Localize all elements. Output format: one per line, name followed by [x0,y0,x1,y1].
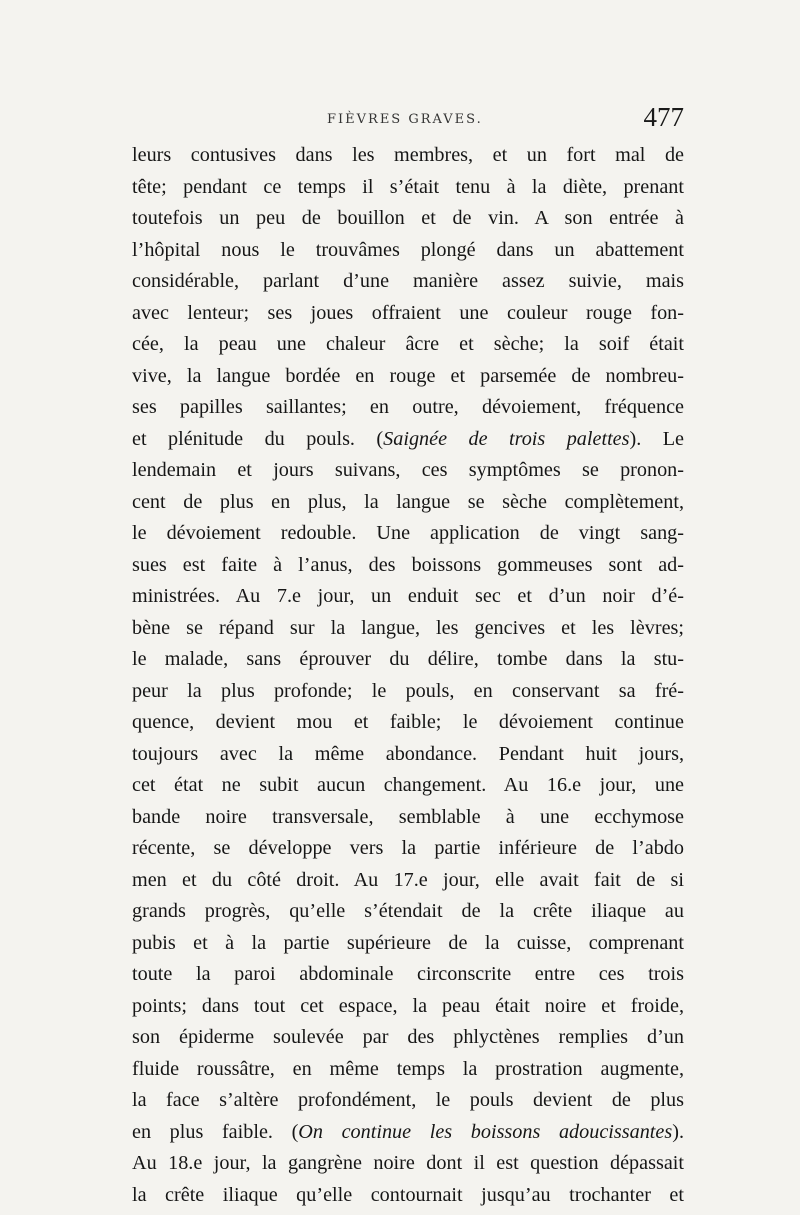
text-line: toute la paroi abdominale circonscrite entre ces trois [132,963,684,985]
text-line: et plénitude du pouls. (Saignée de trois palettes). Le [132,427,684,450]
text-line: grands progrès, qu’elle s’étendait de la crête iliaque au [132,900,684,922]
text-line: récente, se développe vers la partie inférieure de l’abdo [132,837,684,859]
text-line: ministrées. Au 7.e jour, un enduit sec et d’un noir d’é- [132,585,684,607]
text-line: pubis et à la partie supérieure de la cuisse, comprenant [132,931,684,954]
text-line: le dévoiement redouble. Une application de vingt sang- [132,522,684,544]
text-line: bande noire transversale, semblable à une ecchymose [132,805,684,828]
text-line: leurs contusives dans les membres, et un fort mal de [132,144,684,166]
text-line: vive, la langue bordée en rouge et parsemée de nombreu- [132,364,684,387]
text-line: toutefois un peu de bouillon et de vin. A son entrée à [132,207,684,229]
text-line: cée, la peau une chaleur âcre et sèche; la soif était [132,333,684,355]
text-line: son épiderme soulevée par des phlyctènes remplies d’un [132,1026,684,1048]
italic-phrase: On continue les boissons adoucissantes [298,1120,673,1143]
text-line: quence, devient mou et faible; le dévoiement continue [132,711,684,733]
italic-phrase: Saignée de trois palettes [383,427,630,450]
text-line: toujours avec la même abondance. Pendant huit jours, [132,742,684,765]
text-line: ses papilles saillantes; en outre, dévoiement, fréquence [132,396,684,418]
text-line: considérable, parlant d’une manière assez suivie, mais [132,270,684,292]
running-title: FIÈVRES GRAVES. [327,112,483,127]
text-line: la crête iliaque qu’elle contournait jusqu’au trochanter et [132,1183,684,1206]
body-text [132,140,684,1206]
text-line: tête; pendant ce temps il s’était tenu à la diète, prenant [132,175,684,198]
text-line: peur la plus profonde; le pouls, en conservant sa fré- [132,679,684,702]
text-line: cet état ne subit aucun changement. Au 16.e jour, une [132,774,684,796]
page-number: 477 [643,102,684,132]
text-line: en plus faible. (On continue les boissons adoucissantes). [132,1120,684,1143]
page-header [132,102,684,138]
text-line: le malade, sans éprouver du délire, tombe dans la stu- [132,648,684,670]
text-line: Au 18.e jour, la gangrène noire dont il est question dépassait [132,1152,684,1174]
text-line: la face s’altère profondément, le pouls devient de plus [132,1089,684,1111]
text-line: lendemain et jours suivans, ces symptômes se pronon- [132,459,684,481]
text-line: men et du côté droit. Au 17.e jour, elle avait fait de si [132,868,684,891]
text-line: points; dans tout cet espace, la peau était noire et froide, [132,994,684,1017]
text-line: avec lenteur; ses joues offraient une couleur rouge fon- [132,301,684,324]
text-line: bène se répand sur la langue, les gencives et les lèvres; [132,616,684,639]
text-line: cent de plus en plus, la langue se sèche complètement, [132,490,684,513]
text-line: fluide roussâtre, en même temps la prostration augmente, [132,1057,684,1080]
text-line: l’hôpital nous le trouvâmes plongé dans un abattement [132,238,684,261]
text-line: sues est faite à l’anus, des boissons gommeuses sont ad- [132,553,684,576]
